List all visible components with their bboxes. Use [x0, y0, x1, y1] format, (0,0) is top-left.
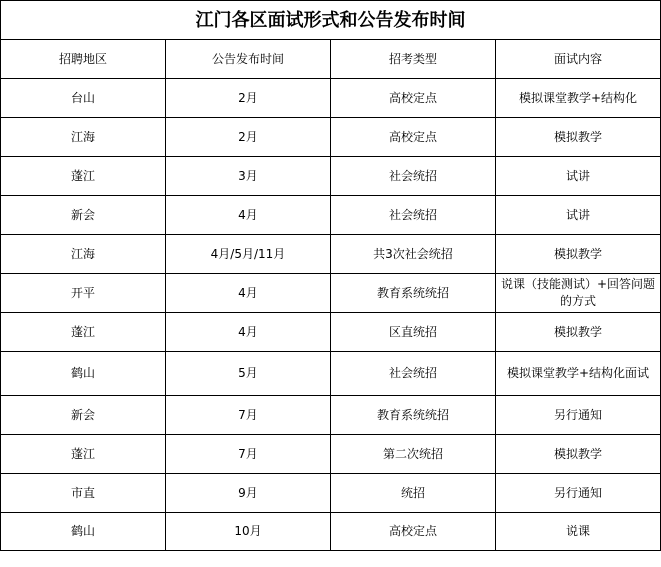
cell-region: 鹤山	[1, 352, 166, 396]
table-row	[1, 352, 661, 396]
title-row	[1, 1, 661, 40]
table-row	[1, 79, 661, 118]
cell-region: 新会	[1, 196, 166, 235]
cell-region: 蓬江	[1, 313, 166, 352]
cell-announce-time: 4月	[166, 313, 331, 352]
cell-region: 开平	[1, 274, 166, 313]
table-row	[1, 235, 661, 274]
header-cell-region: 招聘地区	[1, 40, 166, 79]
cell-interview-content: 模拟课堂教学+结构化面试	[496, 352, 661, 396]
header-cell-announce-time: 公告发布时间	[166, 40, 331, 79]
cell-interview-content: 另行通知	[496, 474, 661, 513]
cell-interview-content: 模拟教学	[496, 435, 661, 474]
cell-announce-time: 7月	[166, 396, 331, 435]
table-row	[1, 435, 661, 474]
table-row	[1, 196, 661, 235]
cell-announce-time: 10月	[166, 513, 331, 551]
cell-announce-time: 4月	[166, 196, 331, 235]
cell-exam-type: 教育系统统招	[331, 274, 496, 313]
table-row	[1, 396, 661, 435]
cell-region: 江海	[1, 118, 166, 157]
cell-exam-type: 高校定点	[331, 118, 496, 157]
cell-announce-time: 7月	[166, 435, 331, 474]
header-cell-exam-type: 招考类型	[331, 40, 496, 79]
header-cell-interview-content: 面试内容	[496, 40, 661, 79]
cell-exam-type: 社会统招	[331, 157, 496, 196]
cell-announce-time: 4月	[166, 274, 331, 313]
cell-region: 蓬江	[1, 157, 166, 196]
cell-interview-content: 试讲	[496, 157, 661, 196]
cell-exam-type: 高校定点	[331, 79, 496, 118]
cell-announce-time: 2月	[166, 79, 331, 118]
table-title: 江门各区面试形式和公告发布时间	[1, 1, 661, 40]
table-row	[1, 157, 661, 196]
cell-exam-type: 教育系统统招	[331, 396, 496, 435]
cell-interview-content: 模拟教学	[496, 313, 661, 352]
cell-interview-content: 说课	[496, 513, 661, 551]
cell-exam-type: 社会统招	[331, 196, 496, 235]
cell-region: 新会	[1, 396, 166, 435]
cell-interview-content: 另行通知	[496, 396, 661, 435]
cell-exam-type: 高校定点	[331, 513, 496, 551]
cell-announce-time: 4月/5月/11月	[166, 235, 331, 274]
cell-announce-time: 3月	[166, 157, 331, 196]
cell-interview-content: 说课（技能测试）+回答问题的方式	[496, 274, 661, 313]
cell-region: 台山	[1, 79, 166, 118]
cell-exam-type: 统招	[331, 474, 496, 513]
cell-interview-content: 模拟教学	[496, 118, 661, 157]
table-row	[1, 474, 661, 513]
cell-announce-time: 5月	[166, 352, 331, 396]
cell-announce-time: 2月	[166, 118, 331, 157]
cell-announce-time: 9月	[166, 474, 331, 513]
cell-interview-content: 模拟教学	[496, 235, 661, 274]
cell-interview-content: 试讲	[496, 196, 661, 235]
table-row	[1, 118, 661, 157]
cell-exam-type: 社会统招	[331, 352, 496, 396]
table-row	[1, 274, 661, 313]
table-row	[1, 313, 661, 352]
header-row	[1, 40, 661, 79]
cell-region: 市直	[1, 474, 166, 513]
cell-region: 江海	[1, 235, 166, 274]
cell-exam-type: 第二次统招	[331, 435, 496, 474]
cell-region: 蓬江	[1, 435, 166, 474]
cell-interview-content: 模拟课堂教学+结构化	[496, 79, 661, 118]
cell-region: 鹤山	[1, 513, 166, 551]
table-row	[1, 513, 661, 551]
cell-exam-type: 区直统招	[331, 313, 496, 352]
cell-exam-type: 共3次社会统招	[331, 235, 496, 274]
